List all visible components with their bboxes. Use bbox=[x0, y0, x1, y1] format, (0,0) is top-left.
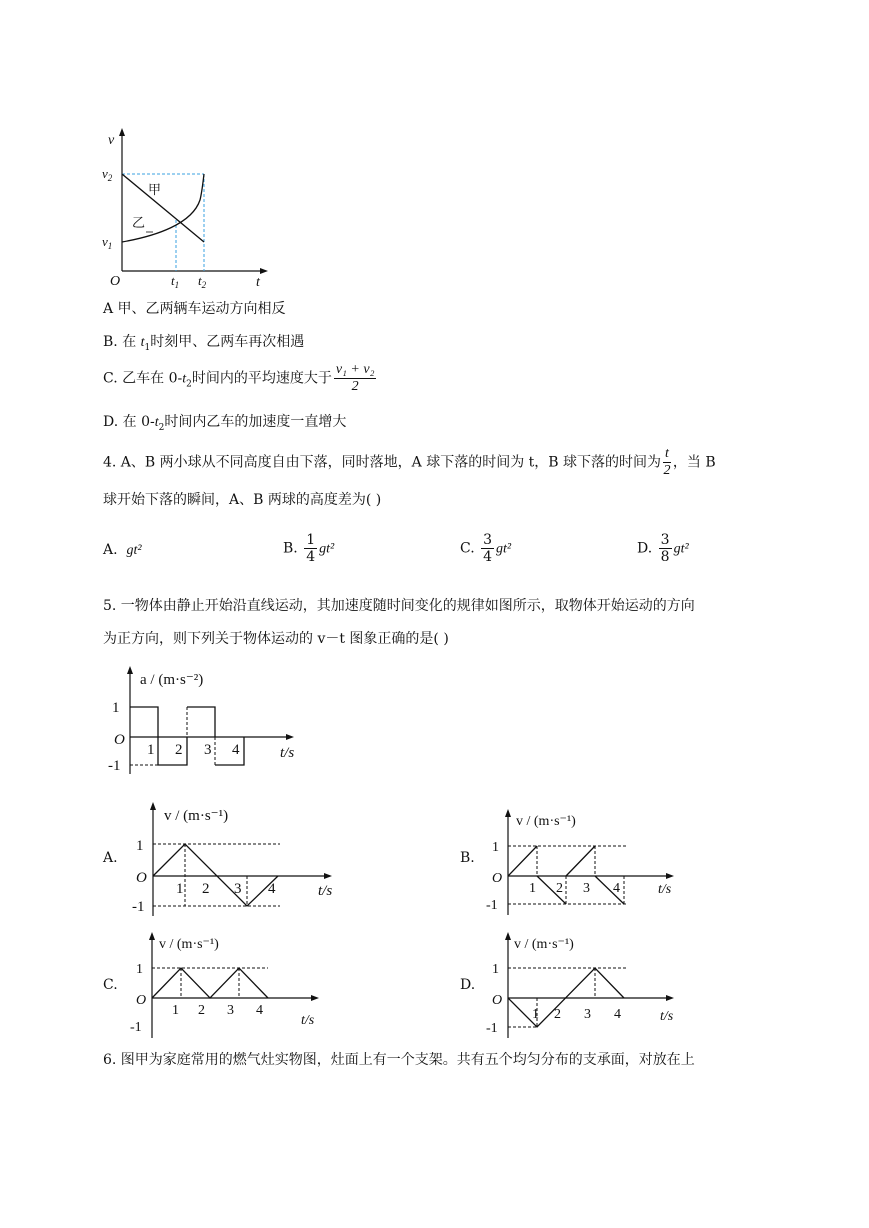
graph-label: t/s bbox=[658, 882, 672, 897]
graph-label: 2 bbox=[554, 1007, 561, 1022]
q3-jia-label: 甲 bbox=[148, 182, 162, 197]
graph-label: O bbox=[136, 993, 147, 1008]
q5-option-d-graph bbox=[480, 928, 680, 1040]
q5-acceleration-graph bbox=[100, 662, 310, 780]
graph-stroke bbox=[130, 707, 158, 737]
a-graph-tick-1: 1 bbox=[147, 742, 155, 758]
graph-stroke bbox=[158, 737, 187, 765]
graph-stroke bbox=[152, 968, 268, 998]
graph-label: 2 bbox=[198, 1003, 205, 1018]
graph-label: t/s bbox=[301, 1013, 315, 1028]
graph-stroke bbox=[127, 666, 133, 674]
q5-option-b-graph bbox=[480, 805, 680, 917]
q4-fraction: $\frac{t}{2}$ bbox=[663, 446, 671, 478]
graph-stroke bbox=[508, 846, 537, 876]
graph-stroke bbox=[149, 932, 155, 940]
graph-label: 4 bbox=[614, 1007, 621, 1022]
graph-label: 4 bbox=[256, 1003, 263, 1018]
a-graph-tick-2: 2 bbox=[175, 742, 183, 758]
graph-label: 1 bbox=[172, 1003, 179, 1018]
q4-stem-line2: 球开始下落的瞬间，A、B 两球的高度差为( ) bbox=[103, 492, 382, 508]
graph-stroke bbox=[505, 809, 511, 817]
graph-label: -1 bbox=[130, 1020, 142, 1035]
graph-label: 4 bbox=[268, 881, 276, 897]
q3-option-c: C. 乙车在 $0-t_2$时间内的平均速度大于 $\frac{\text{v₁ + v₂}}{2}$ bbox=[103, 362, 375, 394]
q5-stem-line1: 5. 一物体由静止开始沿直线运动，其加速度随时间变化的规律如图所示，取物体开始运动的方向 bbox=[103, 598, 695, 614]
graph-label: 1 bbox=[532, 1007, 539, 1022]
graph-label: v / (m·s⁻¹) bbox=[516, 814, 576, 829]
graph-stroke bbox=[311, 995, 319, 1001]
graph-label: 1 bbox=[492, 840, 499, 855]
q3-origin-label: O bbox=[110, 274, 121, 289]
a-graph-tick-3: 3 bbox=[204, 742, 212, 758]
graph-label: -1 bbox=[132, 899, 145, 915]
a-graph-tick-4: 4 bbox=[232, 742, 240, 758]
graph-label: -1 bbox=[486, 898, 498, 913]
q3-v2-label: $v_2$ bbox=[102, 166, 113, 183]
graph-stroke bbox=[666, 995, 674, 1001]
graph-label: 1 bbox=[492, 962, 499, 977]
graph-label: t/s bbox=[318, 883, 333, 899]
graph-label: t/s bbox=[660, 1009, 674, 1024]
graph-label: 3 bbox=[227, 1003, 234, 1018]
q6-stem-line1: 6. 图甲为家庭常用的燃气灶实物图，灶面上有一个支架。共有五个均匀分布的支承面，对放在上 bbox=[103, 1052, 695, 1068]
q3-t2-label: $t_2$ bbox=[198, 273, 207, 290]
graph-label: 3 bbox=[234, 881, 242, 897]
graph-stroke bbox=[286, 734, 294, 740]
graph-label: v / (m·s⁻¹) bbox=[164, 808, 229, 824]
graph-label: 4 bbox=[613, 881, 620, 896]
graph-stroke bbox=[566, 846, 595, 876]
graph-label: 3 bbox=[584, 1007, 591, 1022]
q5-stem-line2: 为正方向，则下列关于物体运动的 v－t 图象正确的是( ) bbox=[103, 631, 449, 647]
graph-stroke bbox=[153, 844, 278, 906]
q3-option-a: A 甲、乙两辆车运动方向相反 bbox=[103, 301, 286, 317]
a-graph-xlabel: t/s bbox=[280, 745, 295, 761]
graph-label: 1 bbox=[529, 881, 536, 896]
graph-label: 2 bbox=[556, 881, 563, 896]
graph-label: -1 bbox=[486, 1021, 498, 1036]
graph-label: 1 bbox=[176, 881, 184, 897]
graph-label: O bbox=[136, 870, 147, 886]
graph-stroke bbox=[505, 932, 511, 940]
graph-stroke bbox=[187, 707, 215, 737]
a-graph-yneg: -1 bbox=[108, 758, 121, 774]
graph-label: v / (m·s⁻¹) bbox=[514, 937, 574, 952]
graph-label: 3 bbox=[583, 881, 590, 896]
q4-option-c: C. $\frac{3}{4}$ gt² bbox=[460, 532, 512, 565]
q3-option-b: B. 在 $t_1$时刻甲、乙两车再次相遇 bbox=[103, 334, 305, 353]
q4-option-a: A. gt² bbox=[103, 542, 142, 558]
q5-option-a-label: A. bbox=[103, 850, 118, 866]
q5-option-c-label: C. bbox=[103, 977, 118, 993]
q3-option-d: D. 在 $0-t_2$时间内乙车的加速度一直增大 bbox=[103, 414, 347, 433]
graph-label: 2 bbox=[202, 881, 210, 897]
q5-option-a-graph bbox=[128, 798, 348, 918]
graph-stroke bbox=[260, 268, 268, 274]
q5-option-c-graph bbox=[125, 928, 330, 1040]
graph-stroke bbox=[150, 802, 156, 810]
q3-velocity-graph bbox=[96, 124, 276, 292]
graph-label: O bbox=[492, 871, 503, 886]
graph-label: 1 bbox=[136, 838, 144, 854]
graph-label: O bbox=[492, 993, 503, 1008]
q3-t-axis-label: t bbox=[256, 275, 260, 290]
graph-label: v / (m·s⁻¹) bbox=[159, 937, 219, 952]
q4-stem-line1: 4. A、B 两小球从不同高度自由下落，同时落地，A 球下落的时间为 t，B 球下落的时间为 $\frac{t}{2}$ ，当 B bbox=[103, 446, 716, 478]
q5-option-d-label: D. bbox=[460, 977, 476, 993]
a-graph-ylabel: a / (m·s⁻²) bbox=[140, 672, 204, 688]
q3-v1-label: $v_1$ bbox=[102, 234, 113, 251]
graph-label: 1 bbox=[136, 962, 143, 977]
graph-stroke bbox=[215, 737, 244, 765]
graph-stroke bbox=[324, 873, 332, 879]
q4-option-d: D. $\frac{3}{8}$ gt² bbox=[637, 532, 689, 565]
q3-t1-label: $t_1$ bbox=[171, 273, 180, 290]
q5-option-b-label: B. bbox=[460, 850, 475, 866]
q3-v-axis-label: v bbox=[108, 133, 115, 148]
a-graph-origin: O bbox=[114, 732, 125, 748]
graph-stroke bbox=[666, 873, 674, 879]
q3-option-c-fraction: $\frac{\text{v₁ + v₂}}{2}$ bbox=[335, 362, 375, 394]
q4-option-b: B. $\frac{1}{4}$ gt² bbox=[283, 532, 335, 565]
graph-stroke bbox=[119, 128, 125, 136]
a-graph-ypos: 1 bbox=[112, 700, 120, 716]
q3-yi-label: 乙 bbox=[132, 215, 146, 230]
